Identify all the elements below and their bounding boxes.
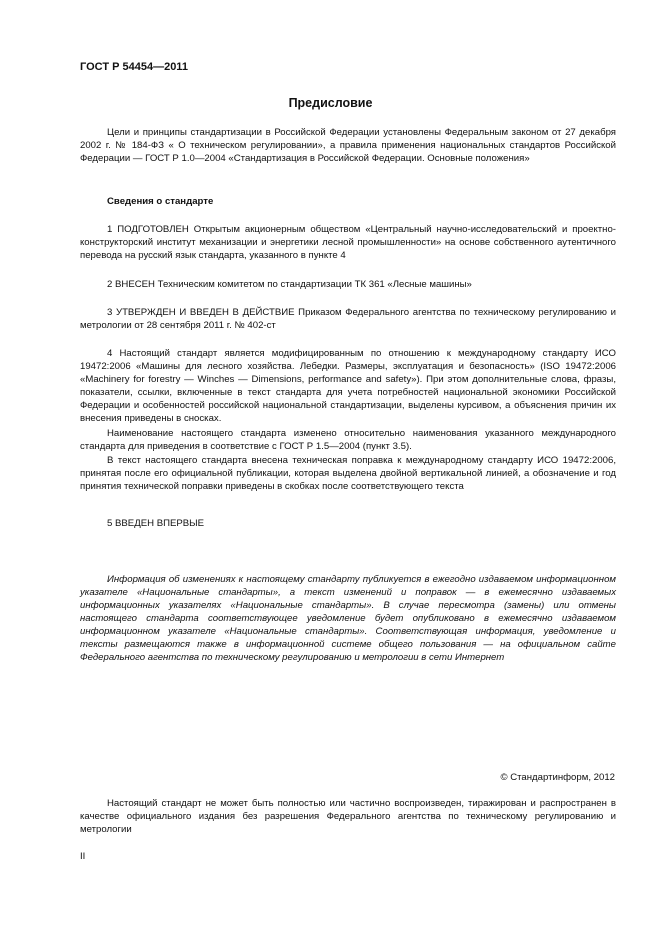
item-4: 4 Настоящий стандарт является модифицированным по отношению к международному стандарту ИСО 19472:2006 «Машины для лесного хозяйства. Лебедки. Размеры, эксплуатация и безопасность» (ISO 19472:2006 «Machinery for forestry — Winches — Dimensions, performance and safety»). При этом дополнительные слова, фразы, показатели, ссылки, включенные в текст стандарта для учета потребностей национальной экономики Российской Федерации и особенностей российской национальной стандартизации, выделены курсивом, а объяснения причин их внесения приведены в сносках.: [80, 348, 616, 424]
item-3: 3 УТВЕРЖДЕН И ВВЕДЕН В ДЕЙСТВИЕ Приказом Федерального агентства по техническому регулированию и метрологии от 28 сентября 2011 г. № 402-ст: [80, 307, 616, 331]
standard-code: ГОСТ Р 54454—2011: [80, 61, 188, 73]
item-2: 2 ВНЕСЕН Техническим комитетом по стандартизации ТК 361 «Лесные машины»: [107, 279, 472, 290]
page-number: II: [80, 851, 86, 862]
info-heading: Сведения о стандарте: [107, 196, 214, 207]
item-1: 1 ПОДГОТОВЛЕН Открытым акционерным обществом «Центральный научно-исследовательский и проектно-конструкторский институт механизации и энергетики лесной промышленности» на основе собственного аутентичного перевода на русский язык стандарта, указанного в пункте 4: [80, 224, 616, 261]
copyright: © Стандартинформ, 2012: [500, 772, 615, 783]
reproduction-notice: Настоящий стандарт не может быть полностью или частично воспроизведен, тиражирован и распространен в качестве официального издания без разрешения Федерального агентства по техническому регулированию и метрологии: [80, 798, 616, 835]
item-4-correction: В текст настоящего стандарта внесена техническая поправка к международному стандарту ИСО 19472:2006, принятая после его официальной публикации, которая выделена двойной вертикальной линией, а обозначение и год принятия технической поправки приведены в скобках после соответствующего текста: [80, 455, 616, 492]
item-5: 5 ВВЕДЕН ВПЕРВЫЕ: [107, 518, 205, 529]
item-4-name-change: Наименование настоящего стандарта изменено относительно наименования указанного международного стандарта для приведения в соответствие с ГОСТ Р 1.5—2004 (пункт 3.5).: [80, 428, 616, 452]
notice-paragraph: Информация об изменениях к настоящему стандарту публикуется в ежегодно издаваемом информационном указателе «Национальные стандарты», а текст изменений и поправок — в ежемесячно издаваемых информационных указателях «Национальные стандарты». В случае пересмотра (замены) или отмены настоящего стандарта соответствующее уведомление будет опубликовано в ежемесячно издаваемом информационном указателе «Национальные стандарты». Соответствующая информация, уведомление и тексты размещаются также в информационной системе общего пользования — на официальном сайте Федерального агентства по техническому регулированию и метрологии в сети Интернет: [80, 574, 616, 663]
page-title: Предисловие: [288, 96, 373, 110]
intro-paragraph: Цели и принципы стандартизации в Российской Федерации установлены Федеральным законом от 27 декабря 2002 г. № 184-ФЗ « О техническом регулировании», а правила применения национальных стандартов Российской Федерации — ГОСТ Р 1.0—2004 «Стандартизация в Российской Федерации. Основные положения»: [80, 127, 616, 164]
